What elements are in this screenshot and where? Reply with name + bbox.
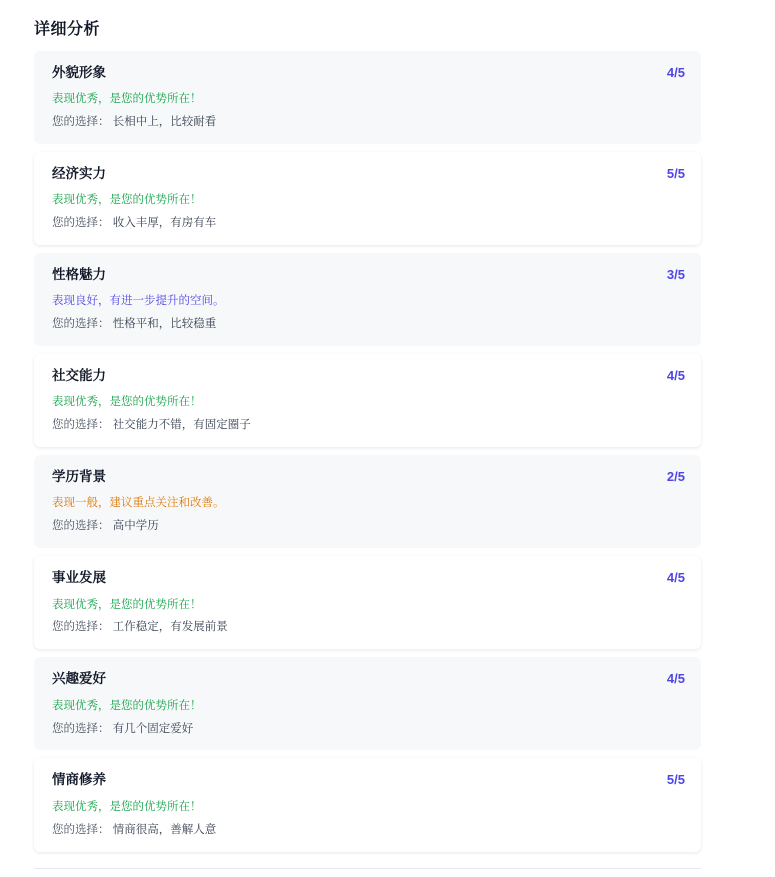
analysis-card-comment: 表现优秀，是您的优势所在！ — [52, 194, 202, 207]
analysis-card-choice — [52, 620, 685, 635]
analysis-card-choice-value: 收入丰厚，有房有车 — [112, 217, 217, 230]
analysis-card-choice-label: 您的选择： — [52, 116, 110, 129]
analysis-card-comment: 表现优秀，是您的优势所在！ — [52, 699, 202, 712]
analysis-card-title: 事业发展 — [52, 570, 106, 586]
analysis-card-score: 4/5 — [666, 65, 685, 80]
analysis-card-title: 社交能力 — [52, 368, 106, 384]
analysis-card-choice-value: 长相中上，比较耐看 — [112, 116, 217, 129]
analysis-card-choice-label: 您的选择： — [52, 722, 110, 735]
analysis-card-score: 5/5 — [666, 772, 685, 788]
analysis-card-score: 5/5 — [666, 166, 685, 182]
analysis-card-header — [52, 65, 685, 81]
analysis-card-comment: 表现优秀，是您的优势所在！ — [52, 598, 202, 611]
analysis-card-header — [52, 166, 685, 182]
analysis-card — [34, 354, 701, 447]
analysis-card-choice — [52, 216, 685, 231]
analysis-card-choice-value: 有几个固定爱好 — [112, 722, 194, 735]
analysis-card-score: 2/5 — [666, 469, 685, 485]
analysis-card — [34, 556, 701, 649]
analysis-card-choice — [52, 519, 685, 534]
analysis-card-comment: 表现一般，建议重点关注和改善。 — [52, 497, 225, 510]
analysis-card-title: 经济实力 — [52, 166, 106, 182]
analysis-card-header — [52, 267, 685, 283]
analysis-card-choice-value: 工作稳定，有发展前景 — [112, 621, 228, 634]
analysis-card-header — [52, 368, 685, 384]
analysis-card-score: 3/5 — [666, 267, 685, 283]
analysis-card-choice — [52, 418, 685, 433]
analysis-card-score: 4/5 — [666, 671, 685, 687]
analysis-card — [34, 657, 701, 750]
analysis-card-choice-value: 高中学历 — [112, 520, 159, 533]
analysis-card-title: 情商修养 — [52, 772, 106, 788]
analysis-card-choice — [52, 722, 685, 737]
analysis-card-comment: 表现优秀，是您的优势所在！ — [52, 93, 202, 106]
analysis-card-title: 学历背景 — [52, 469, 106, 485]
analysis-card-choice-label: 您的选择： — [52, 520, 110, 533]
analysis-card-header — [52, 570, 685, 586]
analysis-card-choice-label: 您的选择： — [52, 318, 110, 331]
analysis-card-choice-label: 您的选择： — [52, 419, 110, 432]
analysis-card-header — [52, 671, 685, 687]
analysis-card-comment: 表现优秀，是您的优势所在！ — [52, 396, 202, 409]
analysis-card-choice — [52, 823, 685, 838]
analysis-card-comment: 表现优秀，是您的优势所在！ — [52, 800, 202, 813]
analysis-card-choice-label: 您的选择： — [52, 823, 110, 836]
analysis-card — [34, 51, 701, 144]
analysis-card — [34, 152, 701, 245]
analysis-card-title: 外貌形象 — [52, 65, 106, 80]
analysis-card — [34, 758, 701, 851]
analysis-card-choice — [52, 317, 685, 332]
analysis-card — [34, 253, 701, 346]
analysis-card — [34, 455, 701, 548]
analysis-card-choice-value: 性格平和，比较稳重 — [112, 318, 217, 331]
analysis-card-choice-value: 社交能力不错，有固定圈子 — [112, 419, 251, 432]
analysis-card-score: 4/5 — [666, 368, 685, 384]
analysis-card-title: 兴趣爱好 — [52, 671, 106, 687]
analysis-card-choice-label: 您的选择： — [52, 217, 110, 230]
analysis-card-header — [52, 772, 685, 788]
bottom-divider — [34, 868, 701, 869]
page-title: 详细分析 — [34, 21, 101, 38]
analysis-card-score: 4/5 — [666, 570, 685, 586]
analysis-card-comment: 表现良好，有进一步提升的空间。 — [52, 295, 225, 308]
analysis-card-header — [52, 469, 685, 485]
analysis-card-choice — [52, 115, 685, 130]
analysis-card-choice-label: 您的选择： — [52, 621, 110, 634]
analysis-card-list — [16, 51, 719, 860]
analysis-card-choice-value: 情商很高，善解人意 — [112, 823, 217, 836]
analysis-card-title: 性格魅力 — [52, 267, 106, 283]
